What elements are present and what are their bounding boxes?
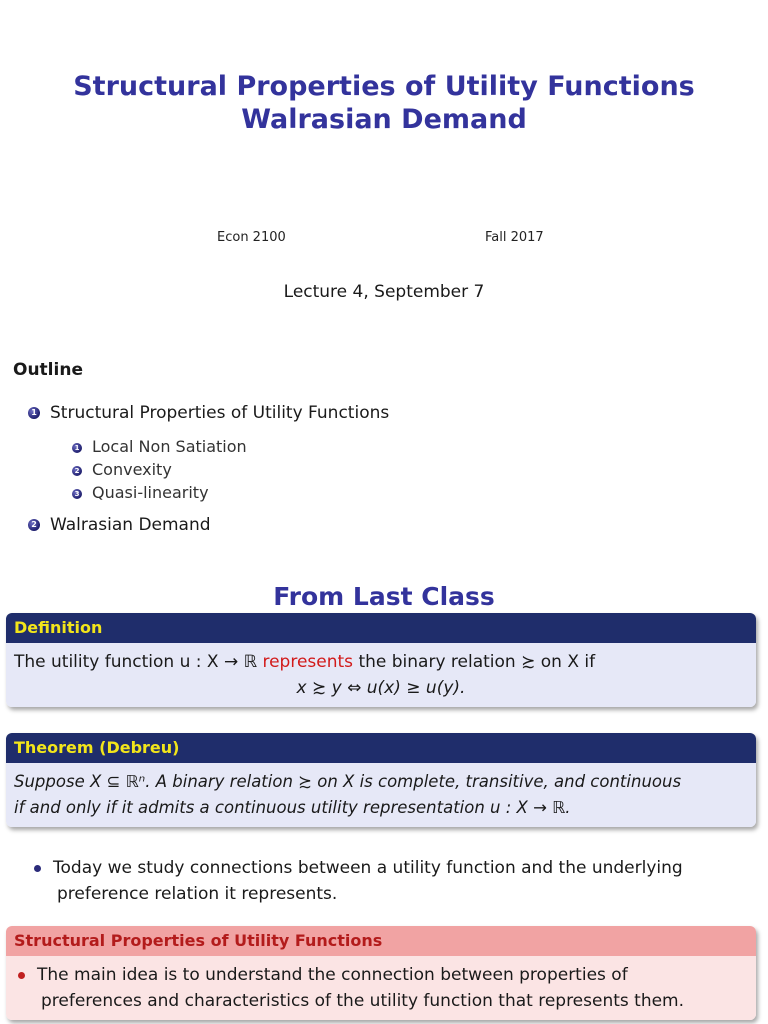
theorem-block xyxy=(6,733,756,827)
today-line-1: Today we study connections between a utility function and the underlying xyxy=(53,858,683,878)
definition-text xyxy=(14,649,748,675)
structural-heading: Structural Properties of Utility Functions xyxy=(6,926,756,956)
definition-text-pre: The utility function u : X → ℝ xyxy=(14,652,263,672)
theorem-body xyxy=(6,763,756,827)
outline-heading: Outline xyxy=(13,360,83,380)
definition-body xyxy=(6,643,756,707)
today-bullet xyxy=(30,855,683,907)
section-title: From Last Class xyxy=(273,582,495,611)
outline-item-1 xyxy=(28,403,389,423)
number-bullet-icon: 1 xyxy=(72,443,82,453)
definition-block xyxy=(6,613,756,707)
outline-item-label: Structural Properties of Utility Functions xyxy=(50,403,390,423)
outline-subitem-label: Local Non Satiation xyxy=(92,437,247,456)
theorem-line-1: Suppose X ⊆ ℝⁿ. A binary relation ≿ on X is complete, transitive, and continuous xyxy=(14,772,682,791)
slide-title xyxy=(0,70,768,136)
outline-subitem-2 xyxy=(72,460,172,479)
today-line-2: preference relation it represents. xyxy=(57,884,338,904)
outline-subitem-label: Convexity xyxy=(92,460,172,479)
definition-formula: x ≿ y ⇔ u(x) ≥ u(y). xyxy=(296,678,466,698)
number-bullet-icon: 1 xyxy=(28,407,40,419)
structural-line-2: preferences and characteristics of the utility function that represents them. xyxy=(41,991,685,1011)
bullet-icon xyxy=(34,865,41,872)
definition-keyword: represents xyxy=(262,652,354,672)
structural-line-1: The main idea is to understand the connection between properties of xyxy=(37,965,628,985)
number-bullet-icon: 3 xyxy=(72,489,82,499)
outline-item-label: Walrasian Demand xyxy=(50,515,211,535)
outline-subitem-3 xyxy=(72,483,209,502)
structural-block xyxy=(6,926,756,1020)
course-label: Econ 2100 xyxy=(217,230,286,245)
outline-subitem-label: Quasi-linearity xyxy=(92,483,209,502)
structural-body xyxy=(6,956,756,1020)
theorem-heading: Theorem (Debreu) xyxy=(6,733,756,763)
title-line-2: Walrasian Demand xyxy=(241,104,527,135)
definition-text-post: the binary relation ≿ on X if xyxy=(353,652,596,672)
outline-item-2 xyxy=(28,515,211,535)
number-bullet-icon: 2 xyxy=(72,466,82,476)
bullet-icon xyxy=(18,972,25,979)
outline-subitem-1 xyxy=(72,437,247,456)
term-label: Fall 2017 xyxy=(485,230,544,245)
number-bullet-icon: 2 xyxy=(28,519,40,531)
lecture-label: Lecture 4, September 7 xyxy=(283,282,485,302)
title-line-1: Structural Properties of Utility Functions xyxy=(73,71,695,102)
definition-heading: Definition xyxy=(6,613,756,643)
theorem-line-2: if and only if it admits a continuous utility representation u : X → ℝ. xyxy=(14,798,571,817)
